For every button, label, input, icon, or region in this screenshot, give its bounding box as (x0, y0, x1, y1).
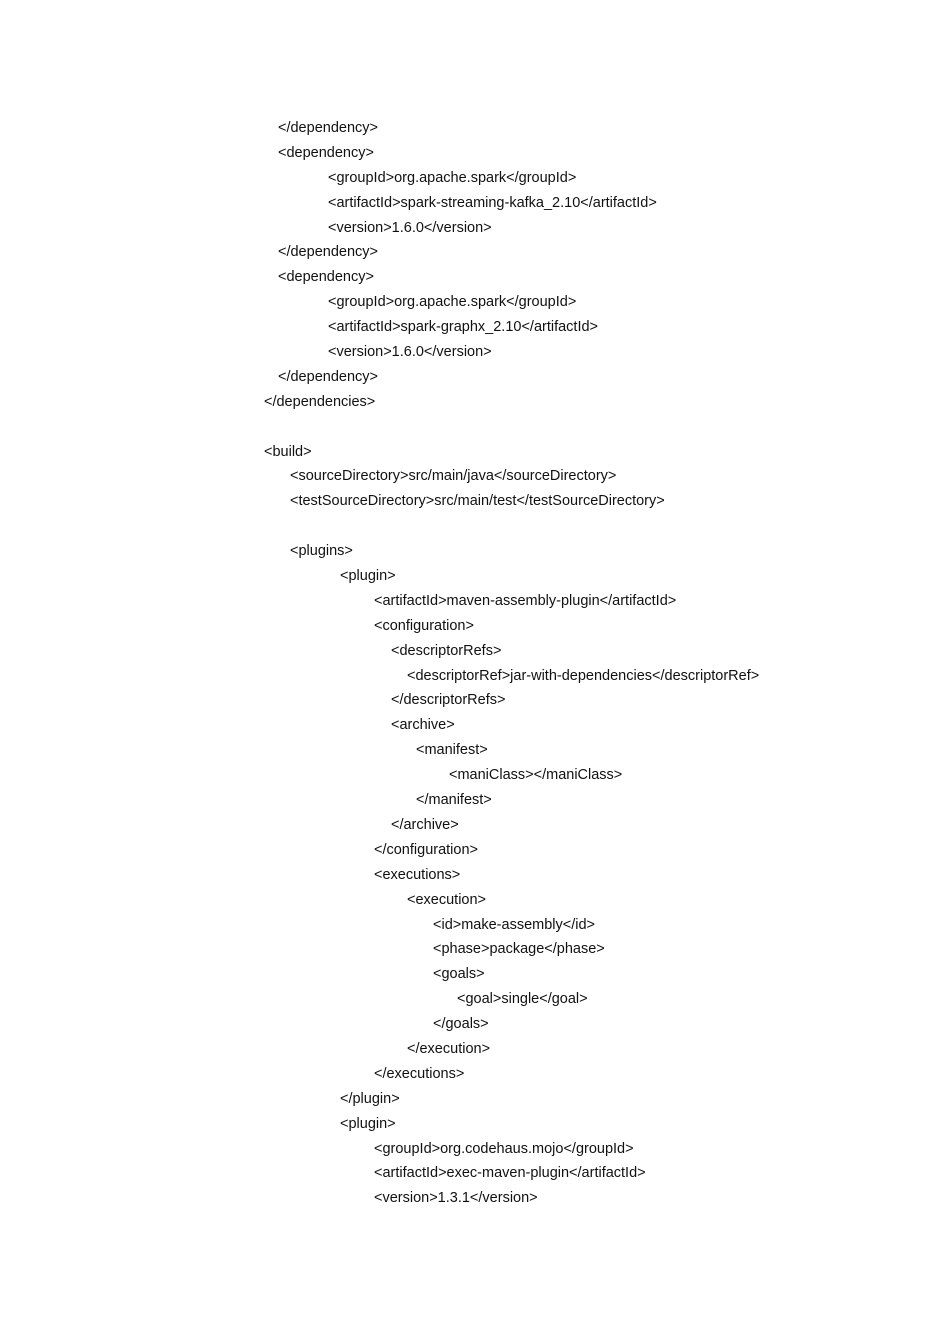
code-line-text: <artifactId>exec-maven-plugin</artifactId> (374, 1165, 646, 1182)
code-line-text: </dependency> (278, 120, 378, 136)
code-line-text: </dependency> (278, 244, 378, 261)
code-line (0, 191, 950, 216)
code-line (0, 365, 950, 390)
code-line-text: <groupId>org.codehaus.mojo</groupId> (374, 1140, 634, 1157)
code-line-text: </descriptorRefs> (391, 692, 506, 709)
code-line-text: <execution> (407, 891, 487, 908)
code-line (0, 564, 950, 589)
code-line (0, 390, 950, 415)
code-line (0, 1012, 950, 1037)
blank-line (0, 415, 950, 440)
code-line-text: <plugins> (290, 543, 353, 560)
code-line-text: <build> (264, 443, 312, 460)
code-line (0, 639, 950, 664)
code-line-text: <testSourceDirectory>src/main/test</testSourceDirectory> (290, 493, 665, 510)
code-line-text: <executions> (374, 866, 461, 883)
code-line (0, 1161, 950, 1186)
code-line-text: </executions> (374, 1065, 465, 1082)
code-line (0, 539, 950, 564)
code-line-text: <plugin> (340, 1115, 396, 1132)
code-line-text: <groupId>org.apache.spark</groupId> (328, 169, 577, 186)
code-line (0, 340, 950, 365)
code-line (0, 1087, 950, 1112)
code-line-text: <id>make-assembly</id> (433, 916, 595, 933)
code-line (0, 838, 950, 863)
code-line-text: <groupId>org.apache.spark</groupId> (328, 294, 577, 311)
code-line (0, 1062, 950, 1087)
code-line (0, 913, 950, 938)
code-line (0, 937, 950, 962)
code-line (0, 614, 950, 639)
code-line-text: </manifest> (416, 792, 492, 809)
code-line (0, 788, 950, 813)
code-line (0, 1137, 950, 1162)
code-line (0, 713, 950, 738)
code-line (0, 116, 950, 141)
code-line (0, 987, 950, 1012)
code-line (0, 464, 950, 489)
code-line-text: <phase>package</phase> (433, 941, 605, 958)
code-line (0, 962, 950, 987)
code-line-text: <artifactId>spark-streaming-kafka_2.10</artifactId> (328, 194, 657, 211)
code-line-text: </configuration> (374, 841, 478, 858)
code-line (0, 489, 950, 514)
code-line-text: <version>1.6.0</version> (328, 219, 492, 236)
blank-line (0, 514, 950, 539)
code-line (0, 1037, 950, 1062)
code-line-text: <artifactId>maven-assembly-plugin</artifactId> (374, 592, 677, 609)
code-line-text: </dependencies> (264, 393, 376, 410)
code-line (0, 1112, 950, 1137)
code-line-text: <dependency> (278, 144, 374, 161)
code-line-text: <archive> (391, 717, 455, 734)
code-line-text: <manifest> (416, 742, 488, 759)
code-line (0, 315, 950, 340)
code-line (0, 813, 950, 838)
code-line (0, 141, 950, 166)
code-line-text: <artifactId>spark-graphx_2.10</artifactId> (328, 319, 599, 336)
code-line-text: <goals> (433, 966, 485, 983)
code-line-text: <dependency> (278, 269, 374, 286)
code-line-text: <configuration> (374, 617, 474, 634)
code-line-text: </execution> (407, 1040, 491, 1057)
code-line (0, 290, 950, 315)
code-line-text: </archive> (391, 816, 459, 833)
code-line-text: </goals> (433, 1016, 489, 1033)
code-line (0, 888, 950, 913)
code-line (0, 1186, 950, 1211)
code-line-text: <version>1.6.0</version> (328, 344, 492, 361)
code-line-text: <version>1.3.1</version> (374, 1190, 538, 1207)
code-line-text: <descriptorRef>jar-with-dependencies</descriptorRef> (407, 667, 760, 684)
code-line (0, 863, 950, 888)
code-line (0, 738, 950, 763)
code-line (0, 166, 950, 191)
code-line (0, 440, 950, 465)
code-line (0, 664, 950, 689)
code-line-text: </dependency> (278, 368, 378, 385)
code-line (0, 240, 950, 265)
code-line-text: <plugin> (340, 568, 396, 585)
code-line (0, 688, 950, 713)
code-line (0, 216, 950, 241)
code-line (0, 589, 950, 614)
code-listing (0, 116, 950, 1211)
code-line-text: <goal>single</goal> (457, 991, 588, 1008)
code-line-text: <sourceDirectory>src/main/java</sourceDirectory> (290, 468, 617, 485)
code-line-text: <maniClass></maniClass> (449, 767, 623, 784)
code-line (0, 763, 950, 788)
code-line (0, 265, 950, 290)
code-line-text: </plugin> (340, 1090, 400, 1107)
code-line-text: <descriptorRefs> (391, 642, 502, 659)
